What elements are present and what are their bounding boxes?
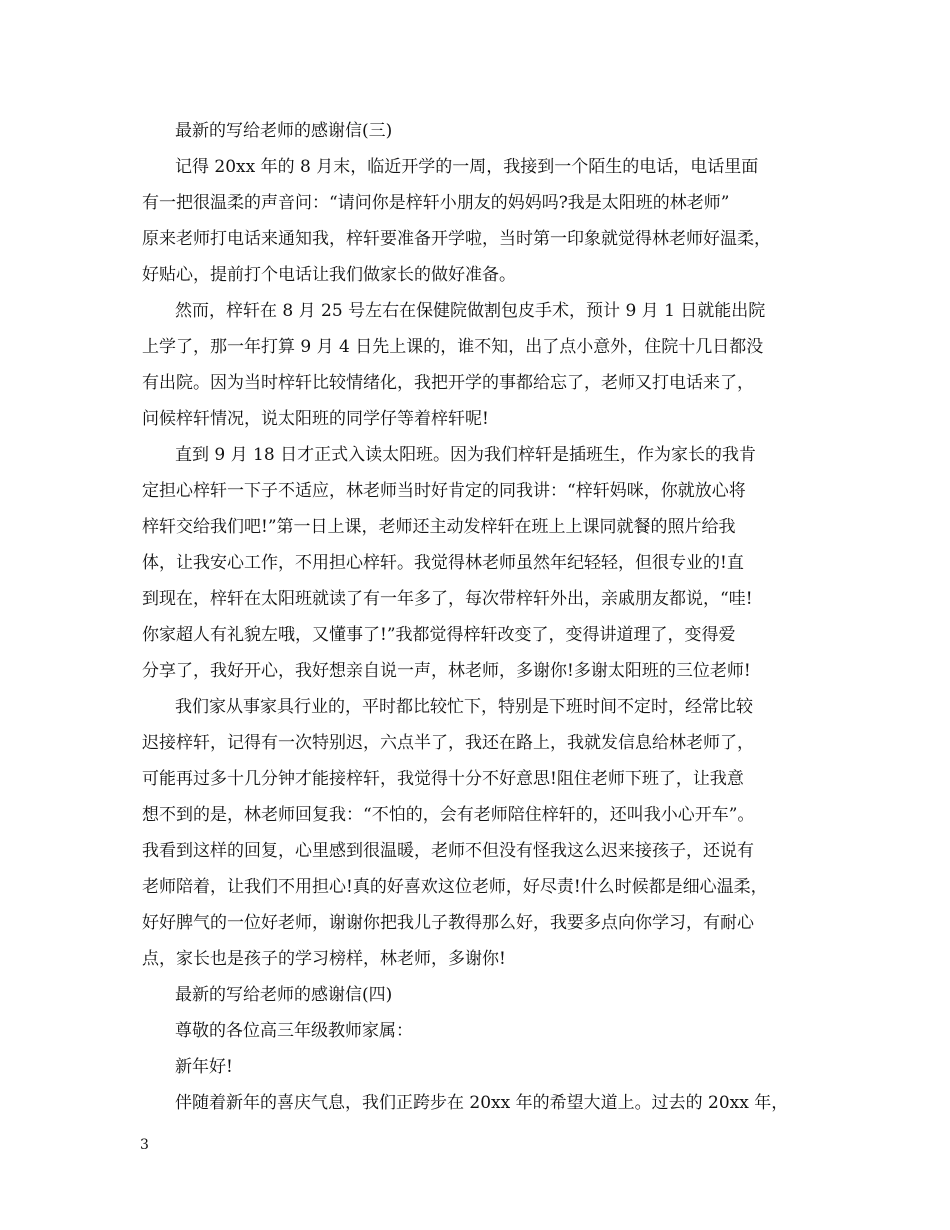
text-line: 新年好! [175, 1057, 233, 1077]
text-line: 迟接梓轩，记得有一次特别迟，六点半了，我还在路上，我就发信息给林老师了， [142, 733, 754, 753]
text-line: 梓轩交给我们吧!”第一日上课，老师还主动发梓轩在班上上课同就餐的照片给我 [142, 517, 736, 537]
text-line: 最新的写给老师的感谢信(四) [175, 985, 393, 1005]
text-line: 上学了，那一年打算 9 月 4 日先上课的，谁不知，出了点小意外，住院十几日都没 [142, 337, 764, 357]
text-line: 直到 9 月 18 日才正式入读太阳班。因为我们梓轩是插班生，作为家长的我肯 [175, 445, 757, 465]
page-number: 3 [140, 1137, 149, 1153]
text-line: 我看到这样的回复，心里感到很温暖，老师不但没有怪我这么迟来接孩子，还说有 [142, 841, 754, 861]
text-line: 到现在，梓轩在太阳班就读了有一年多了，每次带梓轩外出，亲戚朋友都说，“哇! [142, 589, 753, 609]
text-line: 想不到的是，林老师回复我：“不怕的，会有老师陪住梓轩的，还叫我小心开车”。 [142, 805, 755, 825]
text-line: 问候梓轩情况，说太阳班的同学仔等着梓轩呢! [142, 409, 489, 429]
text-line: 最新的写给老师的感谢信(三) [175, 121, 393, 141]
text-line: 分享了，我好开心，我好想亲自说一声，林老师，多谢你!多谢太阳班的三位老师! [142, 661, 751, 681]
text-line: 然而，梓轩在 8 月 25 号左右在保健院做割包皮手术，预计 9 月 1 日就能出院 [175, 301, 766, 321]
text-line: 好好脾气的一位好老师，谢谢你把我儿子教得那么好，我要多点向你学习，有耐心 [142, 913, 754, 933]
text-line: 你家超人有礼貌左哦，又懂事了!”我都觉得梓轩改变了，变得讲道理了，变得爱 [142, 625, 736, 645]
text-line: 点，家长也是孩子的学习榜样，林老师，多谢你! [142, 949, 506, 969]
text-line: 体，让我安心工作，不用担心梓轩。我觉得林老师虽然年纪轻轻，但很专业的!直 [142, 553, 744, 573]
text-line: 尊敬的各位高三年级教师家属： [175, 1021, 413, 1041]
text-line: 可能再过多十几分钟才能接梓轩，我觉得十分不好意思!阻住老师下班了，让我意 [142, 769, 744, 789]
text-line: 伴随着新年的喜庆气息，我们正跨步在 20xx 年的希望大道上。过去的 20xx 年， [175, 1093, 789, 1113]
text-line: 记得 20xx 年的 8 月末，临近开学的一周，我接到一个陌生的电话，电话里面 [175, 157, 759, 177]
text-line: 定担心梓轩一下子不适应，林老师当时好肯定的同我讲：“梓轩妈咪，你就放心将 [142, 481, 746, 501]
text-line: 有出院。因为当时梓轩比较情绪化，我把开学的事都给忘了，老师又打电话来了， [142, 373, 754, 393]
text-line: 我们家从事家具行业的，平时都比较忙下，特别是下班时间不定时，经常比较 [175, 697, 753, 717]
text-line: 原来老师打电话来通知我，梓轩要准备开学啦，当时第一印象就觉得林老师好温柔， [142, 229, 771, 249]
text-line: 老师陪着，让我们不用担心!真的好喜欢这位老师，好尽责!什么时候都是细心温柔， [142, 877, 768, 897]
document-body [142, 113, 812, 1121]
text-line: 有一把很温柔的声音问：“请问你是梓轩小朋友的妈妈吗?我是太阳班的林老师” [142, 193, 730, 213]
text-line: 好贴心，提前打个电话让我们做家长的做好准备。 [142, 265, 516, 285]
